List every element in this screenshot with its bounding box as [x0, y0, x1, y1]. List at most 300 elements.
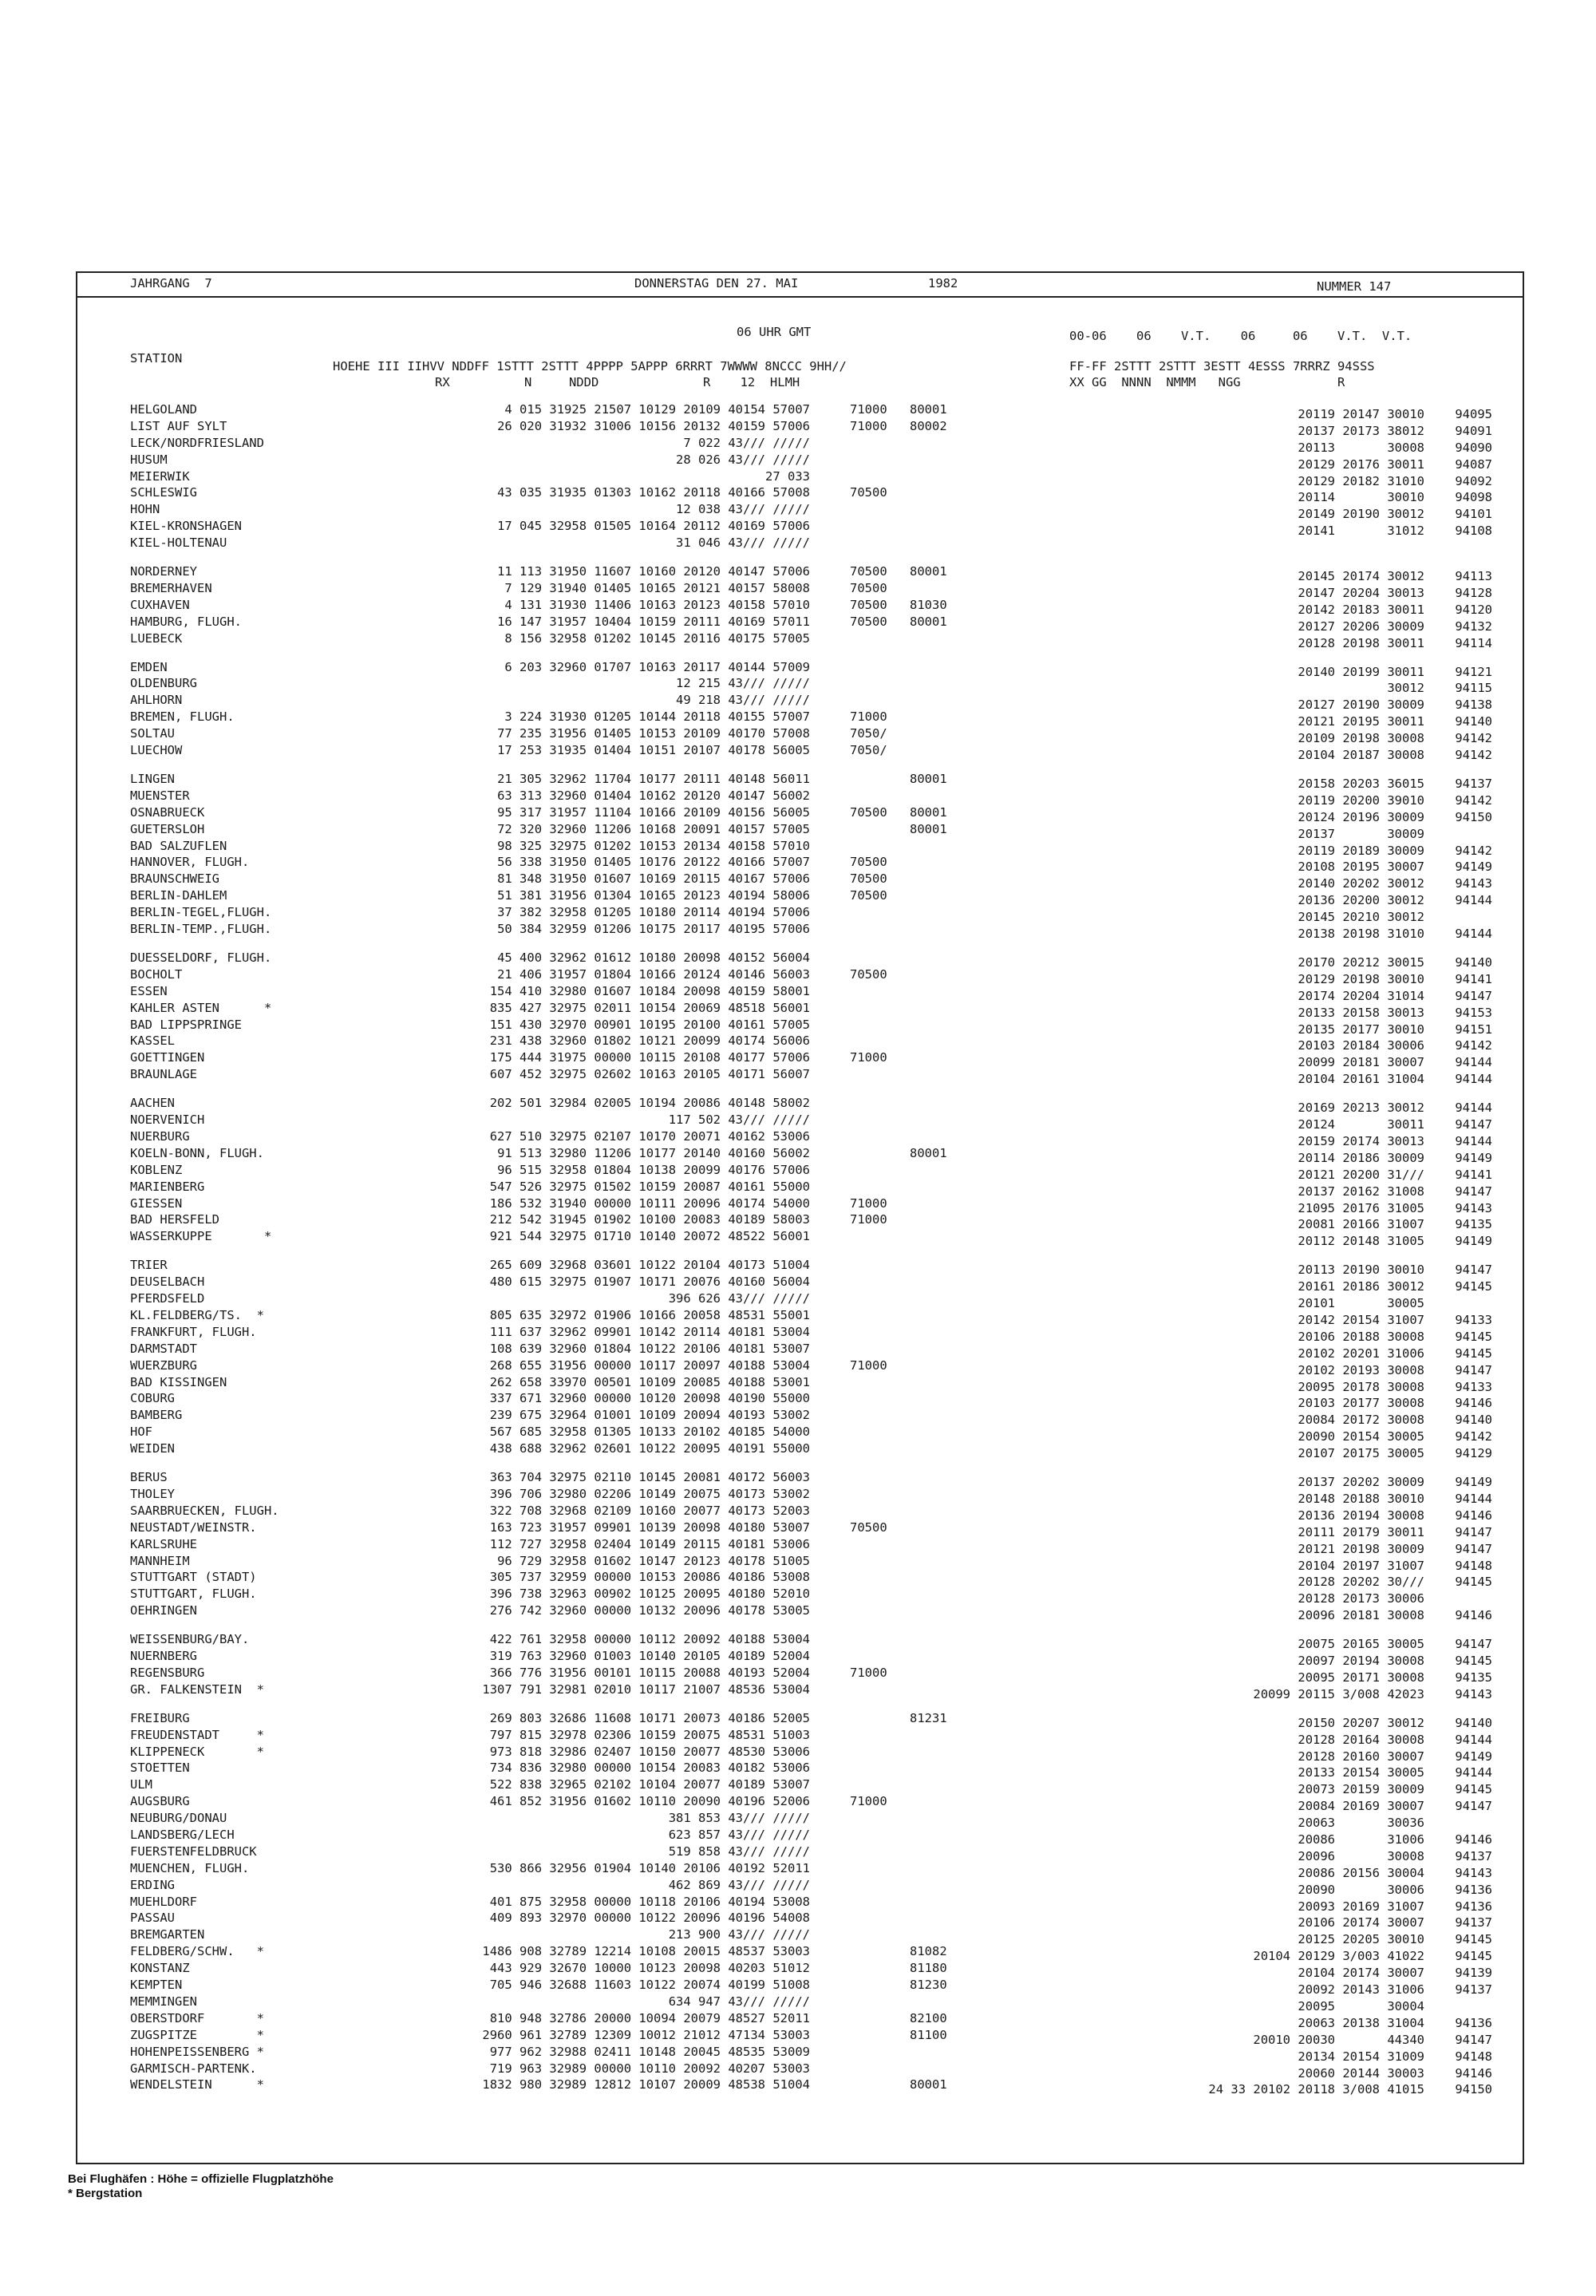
station-names [130, 771, 271, 938]
data-cell: 1832 980 32989 12812 10107 20009 48538 51004 [482, 2077, 810, 2092]
data-cell: 70500 [850, 580, 887, 595]
data-cell [850, 2077, 887, 2093]
data-cell [910, 983, 917, 1000]
data-cell: 20142 20154 31007 [1298, 1312, 1424, 1327]
station-name: HANNOVER, FLUGH. [130, 855, 250, 870]
data-cell: 26 020 31932 31006 10156 20132 40159 57006 [497, 418, 810, 433]
data-cell: 20150 20207 30012 [1298, 1715, 1424, 1730]
data-cell: 91 513 32980 11206 10177 20140 40160 56002 [497, 1145, 810, 1160]
data-cell: 71000 [850, 1357, 887, 1373]
data-cell: 94143 [1455, 1200, 1492, 1215]
group-6 [850, 950, 887, 1083]
data-cell [910, 1017, 917, 1033]
data-cell [850, 1228, 887, 1245]
data-cell: 30012 [1298, 681, 1424, 696]
data-cell: 94135 [1455, 1670, 1492, 1685]
data-cell [910, 452, 947, 468]
data-cell: 80001 [910, 821, 947, 836]
data-cell [850, 659, 887, 676]
station-name: OBERSTDORF * [130, 2010, 264, 2025]
data-cell [910, 1894, 947, 1911]
data-cell: 231 438 32960 01802 10121 20099 40174 56006 [489, 1033, 810, 1049]
data-cell: 20136 20194 30008 [1298, 1508, 1424, 1523]
station-name: FUERSTENFELDBRUCK [130, 1844, 257, 1859]
data-cell [850, 1844, 887, 1860]
data-cell [1428, 909, 1492, 926]
station-name: AACHEN [130, 1096, 175, 1111]
data-cell [910, 742, 917, 759]
data-cell [910, 580, 947, 597]
data-cell: 2960 961 32789 12309 10012 21012 47134 53003 [482, 2027, 810, 2042]
station-name: KL.FELDBERG/TS. * [130, 1307, 264, 1322]
extra-groups [1065, 1636, 1424, 1703]
data-cell [850, 1648, 887, 1665]
station-name: KLIPPENECK * [130, 1744, 264, 1759]
data-cell: 20093 20169 31007 [1298, 1899, 1424, 1914]
footnotes [68, 2172, 334, 2201]
data-cell: 163 723 31957 09901 10139 20098 40180 53007 [489, 1519, 810, 1535]
weather-report-sheet [76, 271, 1524, 2164]
data-cell: 7 129 31940 01405 10165 20121 40157 58008 [504, 580, 810, 595]
data-cell [910, 1776, 947, 1793]
station-name: GOETTINGEN [130, 1050, 205, 1065]
data-cell: 94142 [1455, 1429, 1492, 1444]
data-cell: 28 026 43/// ///// [676, 452, 810, 467]
data-cell [910, 950, 917, 966]
data-cell [910, 1793, 947, 1810]
data-cell [850, 518, 887, 535]
data-cell: 154 410 32980 01607 10184 20098 40159 58001 [489, 983, 810, 998]
data-cell: 16 147 31957 10404 10159 20111 40169 57011 [497, 614, 810, 629]
data-cell: 20084 20172 30008 [1298, 1413, 1424, 1428]
station-name: KIEL-KRONSHAGEN [130, 519, 242, 534]
data-cell: 396 706 32980 02206 10149 20075 40173 53002 [489, 1486, 810, 1501]
station-name: OLDENBURG [130, 676, 197, 691]
data-cell [850, 1994, 887, 2010]
data-cell: 151 430 32970 00901 10195 20100 40161 57005 [489, 1017, 810, 1032]
data-cell: 20063 30036 [1298, 1816, 1424, 1831]
data-cell: 94135 [1455, 1217, 1492, 1232]
station-name: KEMPTEN [130, 1978, 183, 1993]
data-cell: 94136 [1455, 1882, 1492, 1897]
station-name: TRIER [130, 1258, 168, 1273]
data-cell: 94140 [1455, 714, 1492, 729]
data-cell: 45 400 32962 01612 10180 20098 40152 56004 [497, 950, 810, 965]
data-cell: 94147 [1455, 1637, 1492, 1652]
station-name: ULM [130, 1777, 152, 1792]
data-cell [850, 1927, 887, 1943]
data-cell [850, 1877, 887, 1894]
data-cell: 94092 [1455, 473, 1492, 488]
group-8 [910, 1710, 947, 2093]
station-name: MUEHLDORF [130, 1894, 197, 1909]
data-cell [910, 1374, 917, 1391]
data-cell: 70500 [850, 614, 887, 629]
data-cell: 20109 20198 30008 [1298, 731, 1424, 746]
data-cell: 20136 20200 30012 [1298, 893, 1424, 908]
data-cell [910, 1994, 947, 2010]
group-8 [910, 1257, 917, 1457]
data-cell [850, 904, 887, 921]
data-cell: 94148 [1455, 2049, 1492, 2064]
data-cell: 366 776 31956 00101 10115 20088 40193 52004 [489, 1665, 810, 1680]
station-name: BRAUNSCHWEIG [130, 871, 219, 887]
station-name: KAHLER ASTEN * [130, 1000, 272, 1015]
data-cell [850, 435, 887, 452]
extra-groups [1065, 954, 1424, 1088]
data-cell [910, 1910, 947, 1927]
data-cell [910, 1000, 917, 1017]
data-cell: 627 510 32975 02107 10170 20071 40162 53006 [489, 1128, 810, 1144]
data-cell: 977 962 32988 02411 10148 20045 48535 53009 [489, 2044, 810, 2059]
year-label: 1982 [928, 276, 958, 290]
data-cell [910, 659, 917, 676]
data-cell: 20124 30011 [1298, 1117, 1424, 1132]
data-cell: 80001 [910, 2077, 947, 2092]
data-cell: 94150 [1455, 809, 1492, 824]
data-cell: 20128 20173 30006 [1298, 1591, 1424, 1606]
data-cell [910, 1357, 917, 1374]
issue-number-label: NUMMER 147 [1317, 279, 1392, 294]
data-cell [910, 788, 947, 804]
data-cell [850, 1179, 887, 1195]
data-cell: 835 427 32975 02011 10154 20069 48518 56001 [489, 1000, 810, 1015]
data-cell [850, 1290, 887, 1307]
station-name: HOHN [130, 502, 160, 517]
data-cell: 20099 20181 30007 [1298, 1055, 1424, 1070]
data-cell [850, 950, 887, 966]
data-cell [850, 535, 887, 551]
data-cell [850, 983, 887, 1000]
data-cell [910, 1860, 947, 1877]
data-cell: 81100 [910, 2027, 947, 2042]
data-cell: 94146 [1455, 1508, 1492, 1523]
code-heading-row3: RX N NDDD R 12 HLMH [435, 375, 800, 389]
data-cell: 20128 20164 30008 [1298, 1732, 1424, 1747]
data-cell: 20104 20161 31004 [1298, 1072, 1424, 1087]
data-cell: 94114 [1455, 635, 1492, 650]
data-cell: 94137 [1455, 1915, 1492, 1930]
data-cell: 95 317 31957 11104 10166 20109 40156 56005 [497, 804, 810, 820]
code-heading-row2: HOEHE III IIHVV NDDFF 1STTT 2STTT 4PPPP 5APPP 6RRRT 7WWWW 8NCCC 9HH// [333, 359, 847, 373]
data-cell: 94147 [1455, 2032, 1492, 2047]
data-cell [910, 501, 947, 518]
data-cell: 94144 [1455, 1491, 1492, 1506]
station-name: SOLTAU [130, 726, 175, 741]
data-cell [910, 1128, 947, 1145]
station-names [130, 563, 242, 646]
data-cell: 80001 [910, 564, 947, 579]
data-cell: 108 639 32960 01804 10122 20106 40181 53007 [489, 1341, 810, 1356]
data-cell: 94143 [1455, 1865, 1492, 1880]
data-cell [910, 1631, 917, 1648]
data-cell: 94147 [1455, 1184, 1492, 1199]
data-cell [910, 966, 917, 983]
data-cell: 20128 20160 30007 [1298, 1749, 1424, 1764]
group-8 [910, 1631, 917, 1698]
data-cell: 49 218 43/// ///// [676, 693, 810, 708]
data-cell: 20145 20174 30012 [1298, 569, 1424, 584]
data-cell: 7050/ [850, 743, 887, 758]
station-name: BAMBERG [130, 1408, 183, 1423]
data-cell: 81 348 31950 01607 10169 20115 40167 57006 [497, 871, 810, 887]
data-cell: 96 729 32958 01602 10147 20123 40178 51005 [497, 1553, 810, 1568]
station-name: BERLIN-DAHLEM [130, 888, 227, 903]
data-cell: 71000 [850, 1212, 887, 1227]
station-name: GARMISCH-PARTENK. [130, 2061, 257, 2076]
data-cell: 70500 [850, 966, 887, 982]
station-name: BAD LIPPSPRINGE [130, 1017, 242, 1032]
snow-groups [1428, 1474, 1492, 1624]
data-cell: 94144 [1455, 1133, 1492, 1148]
data-cell [910, 1307, 917, 1324]
date-label: DONNERSTAG DEN 27. MAI [634, 276, 799, 290]
data-cell [850, 1553, 887, 1570]
observation-codes [315, 563, 810, 646]
data-cell [910, 1927, 947, 1943]
data-cell: 20161 20186 30012 [1298, 1279, 1424, 1294]
data-cell: 401 875 32958 00000 10118 20106 40194 53008 [489, 1894, 810, 1909]
data-cell [910, 904, 947, 921]
data-cell: 719 963 32989 00000 10110 20092 40207 53003 [489, 2061, 810, 2076]
data-cell: 305 737 32959 00000 10153 20086 40186 53008 [489, 1570, 810, 1585]
station-name: BERLIN-TEGEL,FLUGH. [130, 905, 272, 920]
data-cell: 94090 [1455, 440, 1492, 455]
group-6 [850, 401, 887, 551]
data-cell [850, 1341, 887, 1357]
data-cell [910, 1095, 947, 1112]
data-cell: 94137 [1455, 1982, 1492, 1998]
group-6 [850, 1631, 887, 1698]
data-cell [850, 1860, 887, 1877]
data-cell: 94147 [1455, 1117, 1492, 1132]
data-cell: 522 838 32965 02102 10104 20077 40189 53007 [489, 1777, 810, 1792]
data-cell: 94145 [1455, 1932, 1492, 1947]
observation-codes [315, 1631, 810, 1698]
data-cell: 462 869 43/// ///// [668, 1877, 810, 1892]
extra-groups [1065, 1715, 1424, 2098]
station-name: KOBLENZ [130, 1162, 183, 1177]
data-cell: 21095 20176 31005 [1298, 1200, 1424, 1215]
data-cell [910, 838, 947, 855]
snow-groups [1428, 1262, 1492, 1462]
data-cell [850, 1536, 887, 1553]
group-8 [910, 401, 947, 551]
data-cell: 94150 [1455, 2082, 1492, 2097]
frame-bottom [76, 2163, 1524, 2164]
data-cell [850, 1586, 887, 1602]
data-cell: 20137 20173 38012 [1298, 423, 1424, 438]
station-name: NORDERNEY [130, 564, 197, 579]
data-cell: 94143 [1455, 876, 1492, 891]
data-cell: 70500 [850, 888, 887, 903]
data-cell: 805 635 32972 01906 10166 20058 48531 55001 [489, 1307, 810, 1322]
footnote-airport-height: Bei Flughäfen : Höhe = offizielle Flugplatzhöhe [68, 2172, 334, 2186]
data-cell: 20075 20165 30005 [1298, 1637, 1424, 1652]
data-cell: 20121 20200 31/// [1298, 1167, 1424, 1182]
data-cell: 82100 [910, 2010, 947, 2025]
data-cell: 70500 [850, 855, 887, 870]
data-cell: 94098 [1455, 490, 1492, 505]
station-name: NEUBURG/DONAU [130, 1811, 227, 1826]
data-cell: 20104 20174 30007 [1298, 1966, 1424, 1981]
data-cell: 20129 20176 30011 [1298, 456, 1424, 472]
data-cell: 396 626 43/// ///// [668, 1291, 810, 1306]
data-cell: 4 015 31925 21507 10129 20109 40154 57007 [504, 402, 810, 417]
data-cell: 94144 [1455, 1732, 1492, 1747]
data-cell [850, 630, 887, 647]
group-6 [850, 1710, 887, 2093]
data-cell: 20099 20115 3/008 42023 [1253, 1686, 1424, 1701]
right-heading-row2: FF-FF 2STTT 2STTT 3ESTT 4ESSS 7RRRZ 94SSS [1069, 359, 1375, 373]
station-name: REGENSBURG [130, 1665, 205, 1680]
data-cell [850, 1162, 887, 1179]
data-cell [850, 1128, 887, 1145]
data-cell: 337 671 32960 00000 10120 20098 40190 55000 [489, 1391, 810, 1406]
data-cell: 20086 20156 30004 [1298, 1865, 1424, 1880]
data-cell: 20124 20196 30009 [1298, 809, 1424, 824]
data-cell [850, 2010, 887, 2027]
station-name: SAARBRUECKEN, FLUGH. [130, 1503, 279, 1518]
data-cell: 7 022 43/// ///// [683, 435, 810, 450]
station-name: PFERDSFELD [130, 1291, 205, 1306]
data-cell [910, 1503, 917, 1519]
right-heading-row3: XX GG NNNN NMMM NGG R [1069, 375, 1345, 389]
data-cell: 20174 20204 31014 [1298, 988, 1424, 1003]
data-cell: 94142 [1455, 843, 1492, 858]
data-cell: 94142 [1455, 792, 1492, 808]
station-name: GIESSEN [130, 1195, 183, 1211]
data-cell: 20103 20184 30006 [1298, 1038, 1424, 1053]
station-names [130, 401, 264, 551]
data-cell: 94145 [1455, 1346, 1492, 1361]
data-cell [910, 2044, 947, 2061]
station-name: HUSUM [130, 452, 168, 467]
data-cell: 20129 20198 30010 [1298, 971, 1424, 986]
station-name: BREMERHAVEN [130, 580, 212, 595]
data-cell: 80001 [910, 772, 947, 786]
data-cell: 94147 [1455, 1524, 1492, 1539]
station-name: BREMEN, FLUGH. [130, 709, 235, 725]
group-8 [910, 1095, 947, 1245]
station-heading: STATION [130, 351, 183, 366]
data-cell [850, 1390, 887, 1407]
data-cell: 94144 [1455, 927, 1492, 942]
data-cell: 71000 [850, 1794, 887, 1809]
data-cell: 547 526 32975 01502 10159 20087 40161 55000 [489, 1179, 810, 1194]
data-cell [850, 1407, 887, 1424]
station-name: MUENSTER [130, 788, 190, 803]
data-cell [850, 1424, 887, 1440]
data-cell [910, 709, 917, 725]
data-cell [850, 1440, 887, 1457]
data-cell: 20106 20174 30007 [1298, 1915, 1424, 1930]
data-cell: 381 853 43/// ///// [668, 1811, 810, 1826]
data-cell: 20095 30004 [1298, 1998, 1424, 2013]
data-cell: 262 658 33970 00501 10109 20085 40188 53001 [489, 1374, 810, 1389]
data-cell [910, 692, 917, 709]
data-cell [910, 1049, 917, 1066]
station-name: MEIERWIK [130, 468, 190, 484]
data-cell: 98 325 32975 01202 10153 20134 40158 57010 [497, 838, 810, 853]
data-cell [910, 1648, 917, 1665]
station-name: FELDBERG/SCHW. * [130, 1944, 264, 1959]
station-name: KONSTANZ [130, 1961, 190, 1976]
data-cell: 94101 [1455, 507, 1492, 522]
station-name: BAD KISSINGEN [130, 1374, 227, 1389]
data-cell: 20129 20182 31010 [1298, 473, 1424, 488]
data-cell [850, 1760, 887, 1776]
data-cell: 20104 20197 31007 [1298, 1558, 1424, 1573]
data-cell [910, 1486, 917, 1503]
station-name: CUXHAVEN [130, 597, 190, 612]
snow-groups [1428, 664, 1492, 764]
data-cell [910, 854, 947, 871]
station-name: DEUSELBACH [130, 1274, 205, 1290]
data-cell: 81030 [910, 597, 947, 612]
data-cell: 973 818 32986 02407 10150 20077 48530 53006 [489, 1744, 810, 1759]
frame-left [76, 271, 77, 2164]
data-cell [850, 2027, 887, 2044]
data-cell: 20133 20154 30005 [1298, 1765, 1424, 1780]
data-cell [1428, 826, 1492, 843]
data-cell: 20095 20171 30008 [1298, 1670, 1424, 1685]
station-name: KIEL-HOLTENAU [130, 535, 227, 551]
data-cell: 443 929 32670 10000 10123 20098 40203 51012 [489, 1961, 810, 1976]
data-cell: 70500 [850, 1519, 887, 1535]
station-name: HAMBURG, FLUGH. [130, 614, 242, 629]
data-cell: 20159 20174 30013 [1298, 1133, 1424, 1148]
data-cell [850, 838, 887, 855]
data-cell [910, 1602, 917, 1619]
data-cell: 480 615 32975 01907 10171 20076 40160 56004 [489, 1274, 810, 1290]
station-name: DARMSTADT [130, 1341, 197, 1356]
data-cell: 422 761 32958 00000 10112 20092 40188 53004 [489, 1632, 810, 1647]
data-cell: 94144 [1455, 1765, 1492, 1780]
data-cell: 94144 [1455, 1072, 1492, 1087]
station-name: BAD HERSFELD [130, 1212, 219, 1227]
header-divider [76, 296, 1524, 298]
station-name: ESSEN [130, 983, 168, 998]
data-cell [1428, 1591, 1492, 1607]
data-cell: 20158 20203 36015 [1298, 777, 1424, 791]
data-cell [850, 1776, 887, 1793]
data-cell: 94091 [1455, 423, 1492, 438]
data-cell [850, 1602, 887, 1619]
station-name: KARLSRUHE [130, 1536, 197, 1551]
data-cell: 31 046 43/// ///// [676, 535, 810, 551]
data-cell [910, 468, 947, 485]
data-cell [850, 1710, 887, 1727]
station-name: FRANKFURT, FLUGH. [130, 1324, 257, 1339]
data-cell: 94139 [1455, 1966, 1492, 1981]
data-cell: 20113 30008 [1298, 440, 1424, 455]
data-cell: 268 655 31956 00000 10117 20097 40188 53004 [489, 1357, 810, 1373]
data-cell [850, 692, 887, 709]
group-8 [910, 563, 947, 646]
data-cell: 12 215 43/// ///// [676, 676, 810, 691]
data-cell: 71000 [850, 1050, 887, 1065]
data-cell: 94145 [1455, 1575, 1492, 1590]
data-cell: 80002 [910, 418, 947, 433]
data-cell: 71000 [850, 1665, 887, 1680]
station-name: OEHRINGEN [130, 1603, 197, 1618]
station-name: NUERBURG [130, 1128, 190, 1144]
data-cell: 363 704 32975 02110 10145 20081 40172 56003 [489, 1470, 810, 1485]
data-cell: 20121 20198 30009 [1298, 1541, 1424, 1556]
station-name: MANNHEIM [130, 1553, 190, 1568]
data-cell: 94149 [1455, 1749, 1492, 1764]
